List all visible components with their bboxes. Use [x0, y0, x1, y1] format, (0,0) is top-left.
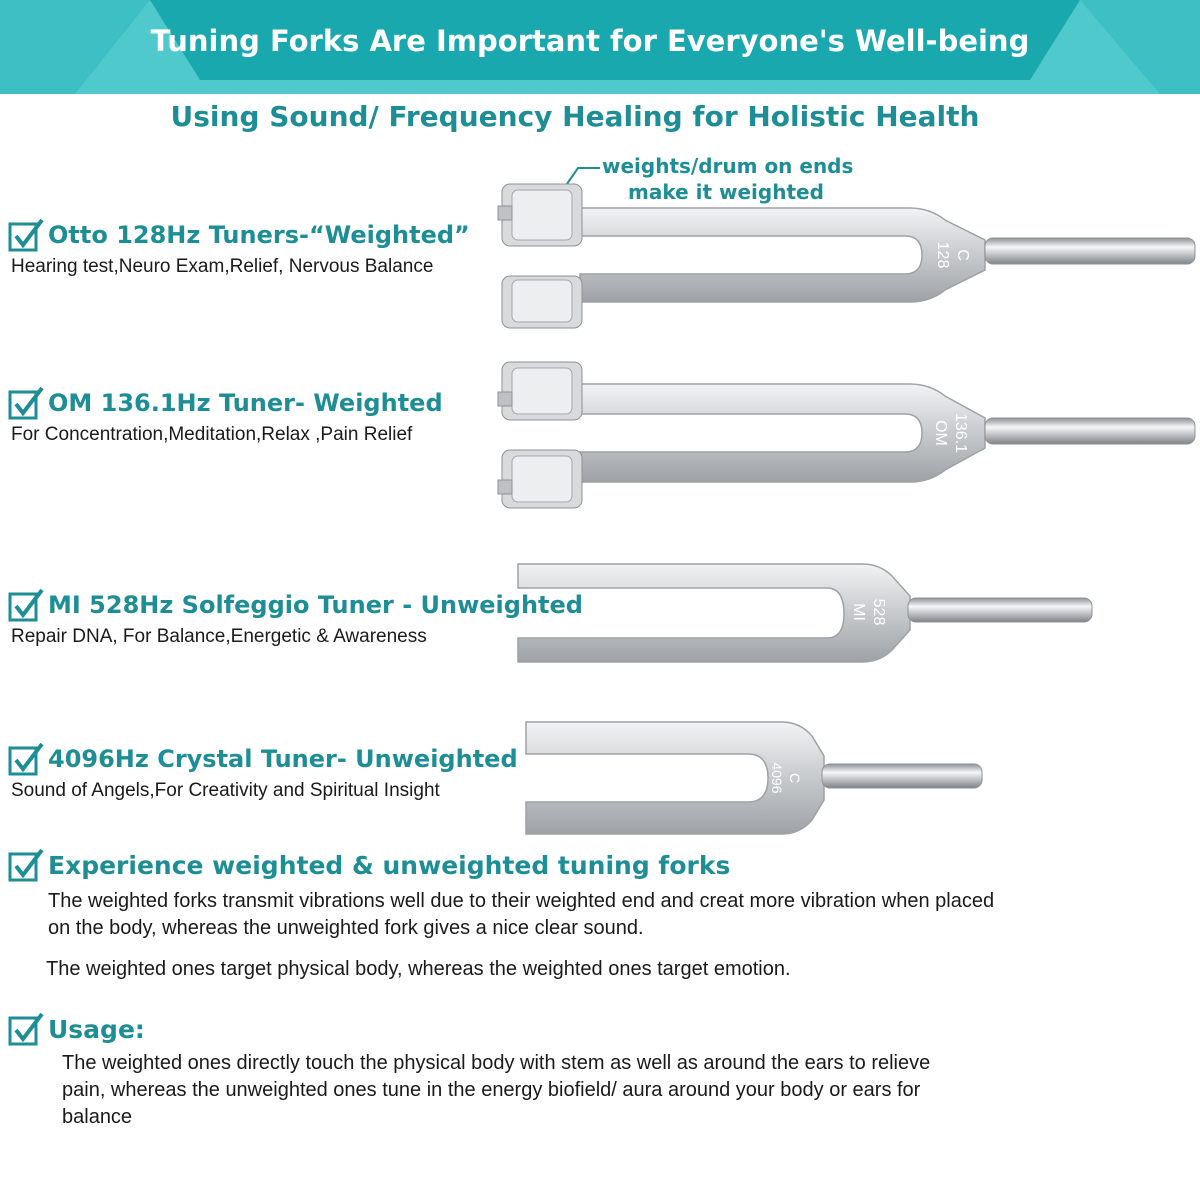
tuner-name: MI 528Hz Solfeggio Tuner - Unweighted	[48, 591, 583, 619]
usage-paragraph	[62, 1050, 930, 1131]
experience-paragraph-1-line-1: The weighted forks transmit vibrations well due to their weighted end and creat more vibration when placed	[48, 890, 995, 912]
banner-title: Tuning Forks Are Important for Everyone's Well-being	[150, 24, 1030, 58]
tuning-fork-128-image	[490, 180, 1200, 330]
tuner-description: Sound of Angels,For Creativity and Spiritual Insight	[11, 780, 440, 801]
fork-engraving: 128	[934, 241, 951, 269]
experience-paragraph-1-line-2: on the body, whereas the unweighted fork gives a nice clear sound.	[48, 917, 644, 939]
fork-engraving: C	[787, 772, 803, 784]
tuner-item-otto-128	[8, 218, 470, 278]
experience-section	[8, 848, 730, 882]
usage-line-2: pain, whereas the unweighted ones tune in the energy biofield/ aura around your body or ears for	[62, 1079, 921, 1101]
tuner-description: Repair DNA, For Balance,Energetic & Awareness	[11, 626, 427, 647]
tuner-item-4096	[8, 742, 518, 802]
tuning-fork-4096-image	[520, 716, 990, 840]
checkbox-checked-icon	[8, 588, 46, 622]
tuning-fork-om-136-image	[490, 356, 1200, 512]
checkbox-checked-icon	[8, 742, 46, 776]
experience-title: Experience weighted & unweighted tuning forks	[48, 850, 731, 880]
annotation-line-1: weights/drum on ends	[602, 154, 854, 178]
fork-engraving: C	[954, 249, 971, 261]
fork-engraving: 136.1	[952, 412, 969, 454]
usage-section	[8, 1012, 145, 1046]
tuner-name: Otto 128Hz Tuners-“Weighted”	[48, 221, 470, 249]
fork-engraving: MI	[850, 603, 867, 621]
checkbox-checked-icon	[8, 386, 46, 420]
tuner-description: For Concentration,Meditation,Relax ,Pain Relief	[11, 424, 413, 445]
tuner-name: 4096Hz Crystal Tuner- Unweighted	[48, 745, 518, 773]
tuner-item-om-136	[8, 386, 443, 446]
checkbox-checked-icon	[8, 1012, 46, 1046]
tuning-fork-mi-528-image	[512, 558, 1102, 668]
experience-paragraph-1	[48, 888, 994, 942]
usage-title: Usage:	[48, 1014, 145, 1044]
page-subtitle: Using Sound/ Frequency Healing for Holistic Health	[170, 100, 980, 133]
annotation-line-2: make it weighted	[628, 180, 824, 204]
fork-engraving: 528	[870, 598, 887, 626]
tuner-name: OM 136.1Hz Tuner- Weighted	[48, 389, 443, 417]
experience-paragraph-2: The weighted ones target physical body, whereas the weighted ones target emotion.	[46, 958, 791, 980]
checkbox-checked-icon	[8, 848, 46, 882]
tuner-description: Hearing test,Neuro Exam,Relief, Nervous Balance	[11, 256, 434, 277]
tuner-item-mi-528	[8, 588, 583, 648]
fork-engraving: 4096	[769, 762, 785, 794]
checkbox-checked-icon	[8, 218, 46, 252]
usage-line-3: balance	[62, 1106, 133, 1128]
fork-engraving: OM	[932, 420, 949, 446]
usage-line-1: The weighted ones directly touch the physical body with stem as well as around the ears to relieve	[62, 1052, 931, 1074]
header-banner	[0, 0, 1200, 94]
